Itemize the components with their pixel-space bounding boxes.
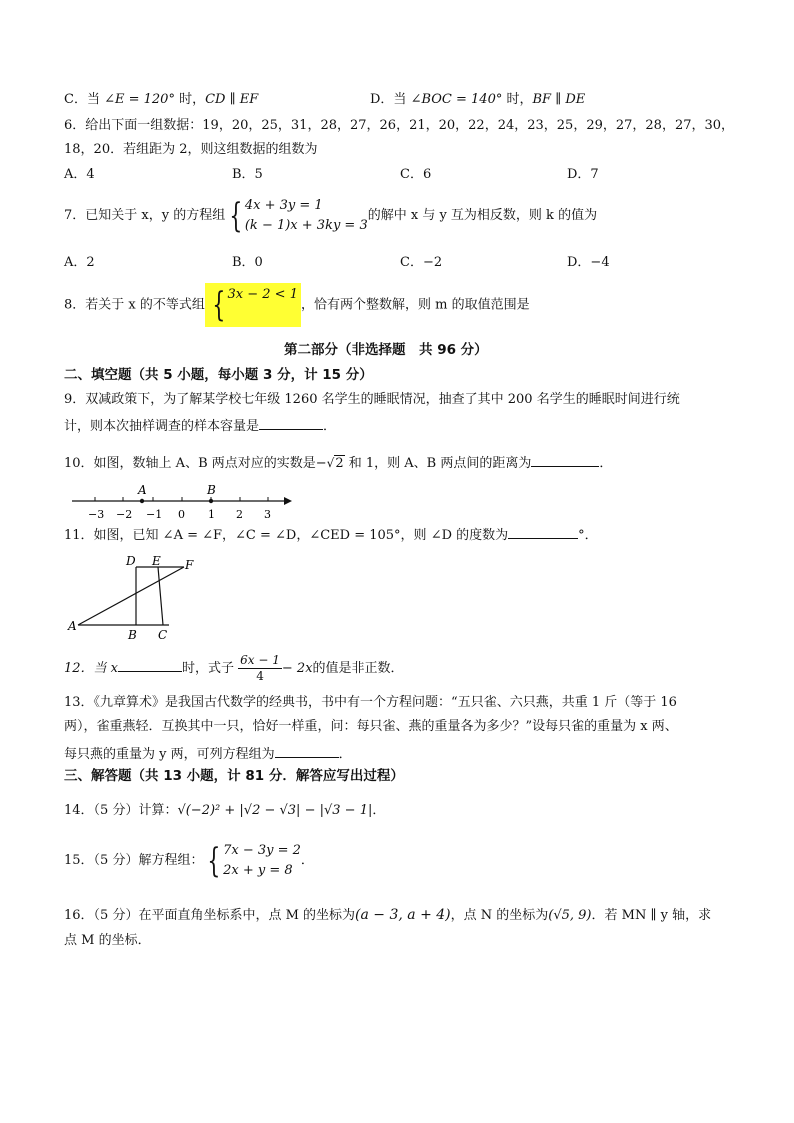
- q12-fraction: $\frac{6x - 1}{4}$: [240, 653, 280, 683]
- option-c: C．当 ∠E = 120° 时，CD ∥ EF: [64, 92, 259, 107]
- q13-line1: 13．《九章算术》是我国古代数学的经典书，书中有一个方程问题：“五只雀、六只燕，共重 1 斤（等于 16: [64, 695, 677, 710]
- q8-stem: 8．若关于 x 的不等式组 { 3x − 2 < 1 ，恰有两个整数解，则 m 的取值范围是: [64, 285, 530, 325]
- q15-equation-system: { 7x − 3y = 2 2x + y = 8: [207, 840, 301, 881]
- geometry-figure-11: [66, 552, 206, 642]
- q13-answer-blank[interactable]: [275, 743, 339, 758]
- label-a: A: [68, 619, 77, 633]
- tick-label: 3: [264, 508, 271, 521]
- brace-icon: {: [207, 840, 221, 881]
- q9-line1: 9．双减政策下，为了解某学校七年级 1260 名学生的睡眠情况，抽查了其中 200 名学生的睡眠时间进行统: [64, 392, 680, 407]
- point-n-coordinate: (√5, 9): [548, 908, 592, 923]
- q6-line1: 6．给出下面一组数据：19，20，25，31，28，27，26，21，20，22，24，23，25，29，27，28，27，30，: [64, 118, 735, 133]
- q7-stem: 7．已知关于 x，y 的方程组 { 4x + 3y = 1 (k − 1)x + 3ky = 3 的解中 x 与 y 互为相反数，则 k 的值为: [64, 195, 598, 236]
- label-f: F: [185, 558, 194, 572]
- segment-ec: [158, 567, 163, 625]
- q13-line3: 每只燕的重量为 y 两，可列方程组为 ．: [64, 743, 352, 764]
- q6-line2: 18，20．若组距为 2，则这组数据的组数为: [64, 142, 318, 157]
- q7-equation-system: { 4x + 3y = 1 (k − 1)x + 3ky = 3: [229, 195, 368, 236]
- tick-label: −3: [88, 508, 105, 521]
- section2-title: 二、填空题（共 5 小题，每小题 3 分，计 15 分）: [64, 367, 373, 383]
- q16-line2: 点 M 的坐标．: [64, 933, 151, 948]
- number-line-ticks: [95, 497, 268, 501]
- q13-line2: 两），雀重燕轻．互换其中一只，恰好一样重，问：每只雀、燕的重量各为多少？”设每只雀的重量为 x 两、: [64, 719, 678, 734]
- label-e: E: [152, 554, 161, 568]
- label-c: C: [158, 628, 168, 642]
- tick-label: 1: [208, 508, 215, 521]
- tick-label: −2: [116, 508, 133, 521]
- point-a-dot: [140, 499, 144, 503]
- tick-label: 0: [178, 508, 185, 521]
- q6-option-c: C．6: [400, 167, 432, 182]
- q12-answer-blank[interactable]: [118, 657, 182, 672]
- q12-stem: 12．当 x 时，式子 $\frac{6x - 1}{4}$ − 2x的值是非正数．: [64, 653, 404, 683]
- q9-line2: 计，则本次抽样调查的样本容量是 ．: [64, 415, 336, 436]
- option-d-expr: ∠BOC = 140°: [410, 92, 503, 107]
- point-a-label: A: [138, 483, 147, 497]
- part2-title: 第二部分（非选择题 共 96 分）: [284, 342, 488, 358]
- option-row-cd: [64, 91, 258, 109]
- q7-option-d: D．−4: [567, 255, 610, 270]
- tick-label: −1: [146, 508, 163, 521]
- q16-line1: 16．（5 分）在平面直角坐标系中，点 M 的坐标为(a − 3, a + 4)，点 N 的坐标为(√5, 9)．若 MN ∥ y 轴，求: [64, 907, 712, 923]
- tick-label: 2: [236, 508, 243, 521]
- option-d: D．当 ∠BOC = 140° 时，BF ∥ DE: [370, 92, 586, 107]
- option-c-result: CD ∥ EF: [205, 92, 259, 107]
- q10-stem: 10．如图，数轴上 A、B 两点对应的实数是−√2 和 1，则 A、B 两点间的距离为 ．: [64, 452, 612, 473]
- q7-option-a: A．2: [64, 255, 95, 270]
- q14-expression: √(−2)² + |√2 − √3| − |√3 − 1|: [177, 803, 373, 818]
- q11-stem: 11．如图，已知 ∠A = ∠F，∠C = ∠D，∠CED = 105°，则 ∠D 的度数为 °．: [64, 524, 598, 545]
- q9-answer-blank[interactable]: [259, 415, 323, 430]
- point-b-label: B: [207, 483, 216, 497]
- label-d: D: [126, 554, 136, 568]
- number-line-figure: [68, 482, 298, 522]
- q7-option-c: C．−2: [400, 255, 443, 270]
- point-b-dot: [209, 499, 213, 503]
- section3-title: 三、解答题（共 13 小题，计 81 分．解答应写出过程）: [64, 768, 404, 784]
- q8-inequality-system: { 3x − 2 < 1: [205, 283, 301, 327]
- q6-option-a: A．4: [64, 167, 95, 182]
- q6-option-d: D．7: [567, 167, 599, 182]
- brace-icon: {: [212, 285, 226, 325]
- q15-stem: 15．（5 分）解方程组： { 7x − 3y = 2 2x + y = 8 ．: [64, 840, 314, 881]
- q7-option-b: B．0: [232, 255, 263, 270]
- option-d-result: BF ∥ DE: [532, 92, 586, 107]
- q11-answer-blank[interactable]: [508, 524, 578, 539]
- brace-icon: {: [229, 195, 243, 236]
- point-m-coordinate: (a − 3, a + 4): [355, 907, 451, 923]
- label-b: B: [128, 628, 137, 642]
- arrow-right-icon: [284, 497, 292, 505]
- segment-af: [78, 567, 184, 625]
- q10-answer-blank[interactable]: [531, 452, 599, 467]
- q14-stem: 14．（5 分）计算：√(−2)² + |√2 − √3| − |√3 − 1|．: [64, 803, 386, 818]
- option-c-expr: ∠E = 120°: [104, 92, 175, 107]
- q6-option-b: B．5: [232, 167, 263, 182]
